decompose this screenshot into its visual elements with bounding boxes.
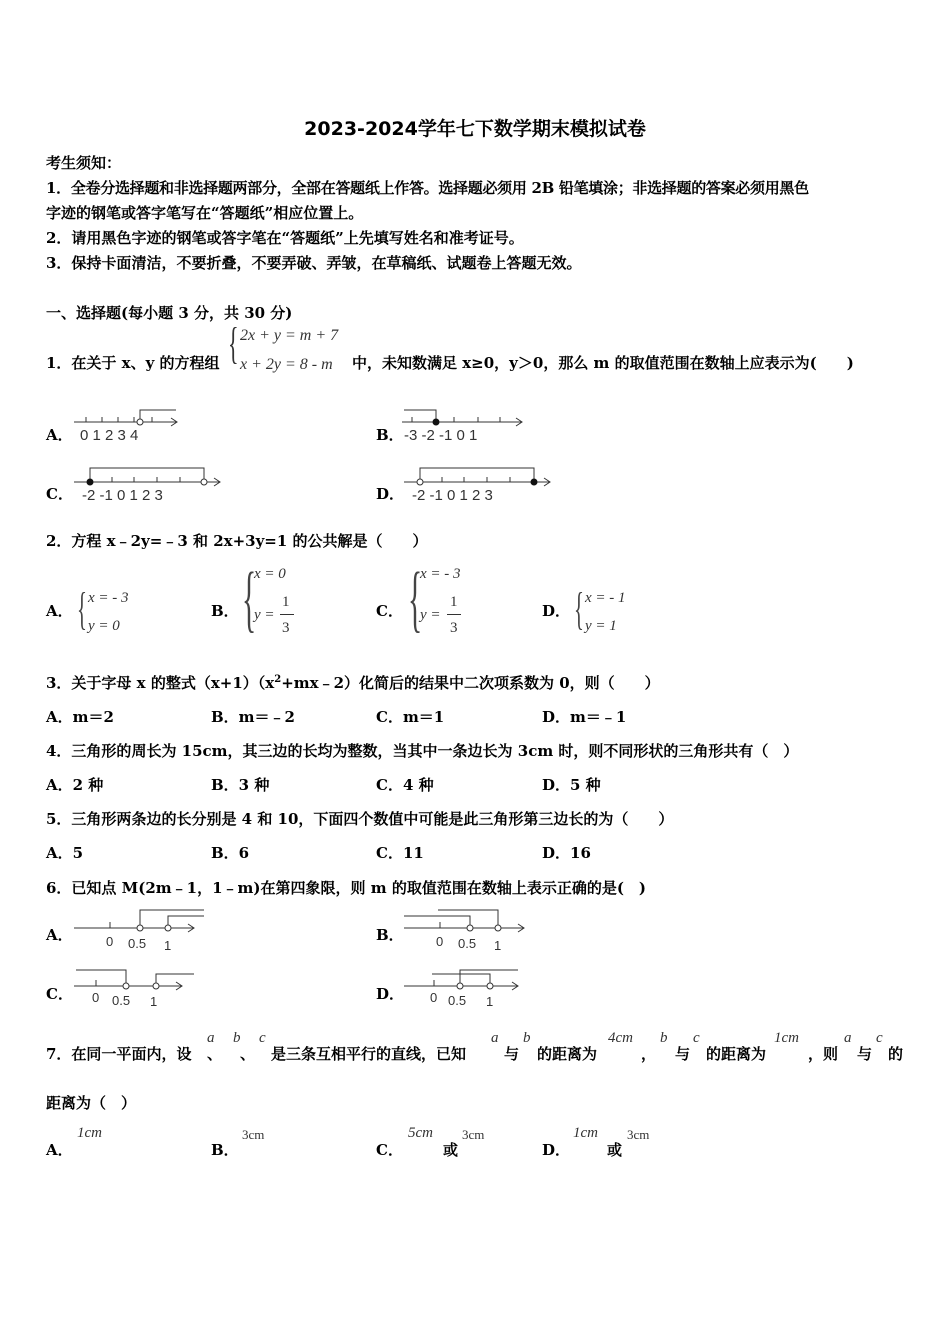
notice-line3: 3．保持卡面清洁，不要折叠，不要弄破、弄皱，在草稿纸、试题卷上答题无效。 [46, 254, 582, 272]
q7-label-b: B． [211, 1141, 239, 1159]
q6-label-c: C． [46, 985, 73, 1003]
q1-label-c: C． [46, 485, 73, 503]
svg-text:0: 0 [106, 934, 114, 949]
section-heading: 一、选择题(每小题 3 分，共 30 分) [46, 304, 293, 322]
q5-stem: 5．三角形两条边的长分别是 4 和 10，下面四个数值中可能是此三角形第三边长的为（ ） [46, 810, 674, 828]
q2-a-y: y = 0 [88, 618, 120, 634]
q4-option-d: D．5 种 [542, 776, 601, 794]
svg-text:0: 0 [436, 934, 444, 949]
q7-part1: 7．在同一平面内，设 [46, 1045, 192, 1063]
q6-stem: 6．已知点 M(2m﹣1，1﹣m)在第四象限，则 m 的取值范围在数轴上表示正确的是( ) [46, 879, 647, 897]
q3-option-c: C．m＝1 [376, 708, 445, 726]
q6-label-a: A． [46, 926, 73, 944]
q2-stem: 2．方程 x﹣2y=﹣3 和 2x+3y=1 的公共解是（ ） [46, 532, 428, 550]
q7-option-d1: 1cm [573, 1125, 598, 1141]
svg-text:1: 1 [486, 994, 494, 1009]
q1-label-a: A． [46, 426, 73, 444]
q7-distance-bc: 1cm [774, 1030, 799, 1046]
q5-option-c: C．11 [376, 844, 424, 862]
q4-option-a: A．2 种 [46, 776, 104, 794]
svg-text:0: 0 [430, 990, 438, 1005]
q7-option-b: 3cm [242, 1127, 265, 1142]
q7-label-c: C． [376, 1141, 403, 1159]
q6-numberline-b [402, 902, 532, 954]
q1-numberline-d [402, 462, 557, 502]
q7-part2: 是三条互相平行的直线，已知 [271, 1045, 467, 1063]
notice-line1a: 1．全卷分选择题和非选择题两部分，全部在答题纸上作答。选择题必须用 2B 铅笔填涂；非选择题的答案必须用黑色 [46, 179, 809, 197]
q1-eq2: x + 2y = 8 - m [240, 356, 333, 373]
q7-line2: 距离为（ ） [46, 1094, 137, 1112]
q3-option-d: D．m＝﹣1 [542, 708, 627, 726]
q4-option-c: C．4 种 [376, 776, 434, 794]
q1-eq1: 2x + y = m + 7 [240, 327, 339, 344]
notice-heading: 考生须知： [46, 154, 122, 172]
q1-label-b: B． [376, 426, 404, 444]
svg-text:1: 1 [150, 994, 158, 1009]
q1-numberline-b [400, 405, 530, 445]
q7-label-d: D． [542, 1141, 571, 1159]
q4-stem: 4．三角形的周长为 15cm，其三边的长均为整数，当其中一条边长为 3cm 时，则不同形状的三角形共有（ ） [46, 742, 799, 760]
svg-text:0.5: 0.5 [128, 936, 147, 951]
q6-numberline-d [402, 960, 532, 1012]
q7-label-a: A． [46, 1141, 73, 1159]
q2-c-y: y = [420, 607, 441, 623]
q2-d-y: y = 1 [585, 618, 617, 634]
svg-text:1: 1 [494, 938, 502, 953]
q6-label-d: D． [376, 985, 405, 1003]
q2-d-x: x = - 1 [585, 590, 626, 606]
q2-b-y: y = [254, 607, 275, 623]
notice-line2: 2．请用黑色字迹的钢笔或答字笔在“答题纸”上先填写姓名和准考证号。 [46, 229, 524, 247]
q2-b-num: 1 [282, 594, 290, 610]
svg-text:0.5: 0.5 [458, 936, 477, 951]
q2-c-den: 3 [450, 620, 458, 636]
q7-distance-ab: 4cm [608, 1030, 633, 1046]
q2-b-den: 3 [282, 620, 290, 636]
q2-c-num: 1 [450, 594, 458, 610]
q1-numberline-a [72, 405, 187, 445]
page-title: 2023-2024学年七下数学期末模拟试卷 [304, 118, 646, 140]
q1-c-ticks: -2 -1 0 1 2 3 [82, 487, 163, 502]
q3-option-b: B．m＝﹣2 [211, 708, 295, 726]
q1-a-ticks: 0 1 2 3 4 [80, 427, 139, 444]
q7-option-c1: 5cm [408, 1125, 433, 1141]
q6-numberline-c [72, 960, 202, 1012]
q2-label-b: B． [211, 602, 239, 620]
q1-stem-before: 1．在关于 x、y 的方程组 [46, 354, 220, 372]
q7-c: c [259, 1030, 266, 1046]
q7-b: b [233, 1030, 241, 1046]
q6-numberline-a [72, 902, 212, 954]
notice-line1b: 字迹的钢笔或答字笔写在“答题纸”相应位置上。 [46, 204, 364, 222]
svg-text:0.5: 0.5 [112, 993, 131, 1008]
q2-label-a: A． [46, 602, 73, 620]
q2-c-x: x = - 3 [420, 566, 461, 582]
q7-option-c2: 3cm [462, 1127, 485, 1142]
q1-b-ticks: -3 -2 -1 0 1 [404, 427, 478, 444]
q7-option-a: 1cm [77, 1125, 102, 1141]
svg-text:0: 0 [92, 990, 100, 1005]
q2-a-x: x = - 3 [88, 590, 129, 606]
svg-text:1: 1 [164, 938, 172, 953]
q2-label-c: C． [376, 602, 403, 620]
q3-option-a: A．m＝2 [46, 708, 114, 726]
q5-option-a: A．5 [46, 844, 84, 862]
q5-option-d: D．16 [542, 844, 591, 862]
q7-a: a [207, 1030, 215, 1046]
q1-label-d: D． [376, 485, 405, 503]
q1-stem-after: 中，未知数满足 x≥0，y＞0，那么 m 的取值范围在数轴上应表示为( ) [352, 354, 854, 372]
q6-label-b: B． [376, 926, 404, 944]
q1-brace: { [228, 319, 239, 368]
q1-numberline-c [72, 462, 227, 502]
svg-text:0.5: 0.5 [448, 993, 467, 1008]
q3-stem: 3．关于字母 x 的整式$(x+1)(x^2+mx﹣2)$化简后的结果中二次项系数为 0，则（ ） [46, 674, 660, 692]
q1-d-ticks: -2 -1 0 1 2 3 [412, 487, 493, 502]
q7-option-d2: 3cm [627, 1127, 650, 1142]
q2-label-d: D． [542, 602, 571, 620]
q4-option-b: B．3 种 [211, 776, 270, 794]
q2-b-x: x = 0 [254, 566, 286, 582]
q5-option-b: B．6 [211, 844, 250, 862]
